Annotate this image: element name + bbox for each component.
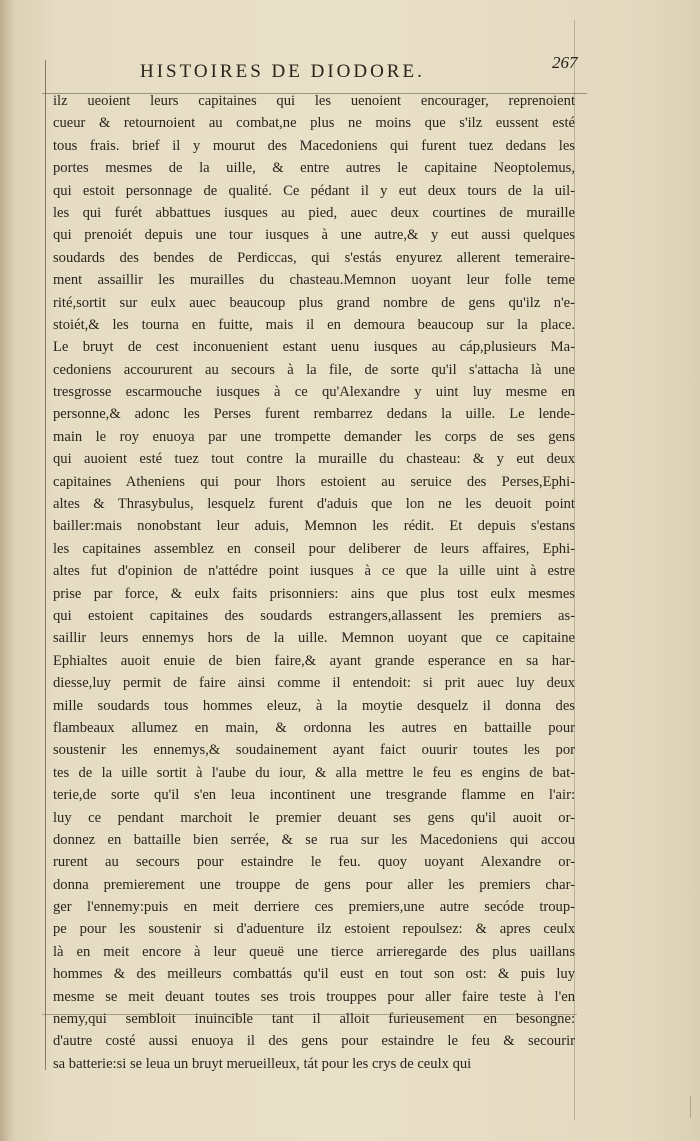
- body-text: [53, 90, 575, 1075]
- text-line: cedoniens accoururent au secours à la file, de sorte qu'il s'attacha là une: [53, 361, 575, 378]
- text-line: soudards des bendes de Perdiccas, qui s'estás enyurez allerent temeraire-: [53, 249, 575, 266]
- text-line: qui estoit personnage de qualité. Ce pédant il y eut deux tours de la uil-: [53, 182, 575, 199]
- margin-mark: [690, 1096, 691, 1118]
- text-line: ger l'ennemy:puis en meit derriere ces premiers,une autre secóde troup-: [53, 899, 575, 916]
- text-line: qui estoient capitaines des soudards estrangers,allassent les premiers as-: [53, 607, 575, 624]
- text-line: là en meit encore à leur queuë une tierce arrieregarde des plus uaillans: [53, 943, 575, 960]
- text-line: ilz ueoient leurs capitaines qui les uenoient encourager, reprenoient: [53, 93, 575, 109]
- text-line: portes mesmes de la uille, & entre autres le capitaine Neoptolemus,: [53, 160, 575, 177]
- text-line: personne,& adonc les Perses furent rembarrez dedans la uille. Le lende-: [53, 406, 575, 423]
- text-line: qui prenoiét depuis une tour iusques à une autre,& y eut aussi quelques: [53, 227, 575, 244]
- text-line: rurent au secours pour estaindre le feu. quoy uoyant Alexandre or-: [53, 854, 575, 871]
- text-line: Le bruyt de cest inconuenient estant uenu iusques au cáp,plusieurs Ma-: [53, 339, 575, 356]
- text-line: tous frais. brief il y mourut des Macedoniens qui furent tuez dedans les: [53, 137, 575, 154]
- text-line: capitaines Atheniens qui pour lhors estoient au seruice des Perses,Ephi-: [53, 473, 575, 490]
- text-line: ment assaillir les murailles du chasteau.Memnon uoyant leur folle teme: [53, 272, 575, 289]
- text-line: tes de la uille sortit à l'aube du iour, & alla mettre le feu es engins de bat-: [53, 764, 575, 781]
- text-line: sa batterie:si se leua un bruyt merueilleux, tát pour les crys de ceulx qui: [53, 1055, 472, 1072]
- left-margin-rule: [45, 60, 46, 1070]
- text-line: mesme se meit deuant toutes ses trois trouppes pour aller faire teste à l'en: [53, 988, 575, 1005]
- text-line: d'autre costé aussi enuoya il des gens pour estaindre le feu & secourir: [53, 1033, 575, 1050]
- text-line: soustenir les ennemys,& soudainement ayant faict ouurir toutes les por: [53, 742, 575, 759]
- text-line: les qui furét abbattues iusques au pied, auec deux courtines de muraille: [53, 204, 575, 221]
- text-line: saillir leurs ennemys hors de la uille. Memnon uoyant que ce capitaine: [53, 630, 575, 647]
- text-line: donna premierement une trouppe de gens pour aller les premiers char-: [53, 876, 575, 893]
- page-gutter: [0, 0, 14, 1141]
- text-line: cueur & retournoient au combat,ne plus ne moins que s'ilz eussent esté: [53, 115, 575, 132]
- text-line: nemy,qui sembloit inuincible tant il alloit furieusement en besongne:: [53, 1011, 575, 1028]
- text-line: diesse,luy permit de faire ainsi comme il entendoit: si prit auec luy deux: [53, 675, 575, 692]
- text-line: flambeaux allumez en main, & ordonna les autres en battaille pour: [53, 719, 575, 736]
- text-line: pe pour les soustenir si d'aduenture ilz estoient repoulsez: & apres ceulx: [53, 921, 575, 938]
- text-line: prise par force, & eulx faits prisonniers: ains que plus tost eulx mesmes: [53, 585, 575, 602]
- text-line: terie,de sorte qu'il s'en leua incontinent une tresgrande flamme en l'air:: [53, 787, 575, 804]
- text-line: stoiét,& les tourna en fuitte, mais il en demoura beaucoup sur la place.: [53, 316, 575, 333]
- text-line: les capitaines assemblez en conseil pour deliberer de leurs affaires, Ephi-: [53, 540, 575, 557]
- text-line: luy ce pendant marchoit le premier deuant ses gens qu'il auoit or-: [53, 809, 575, 826]
- text-line: mille soudards tous hommes eleuz, à la moytie desquelz il donna des: [53, 697, 575, 714]
- text-line: rité,sortit sur eulx auec beaucoup plus grand nombre de gens qu'ilz n'e-: [53, 294, 575, 311]
- running-head: HISTOIRES DE DIODORE.: [140, 61, 425, 82]
- text-line: donnez en battaille bien serrée, & se rua sur les Macedoniens qui accou: [53, 831, 575, 848]
- text-line: main le roy enuoya par une trompette demander les corps de ses gens: [53, 428, 575, 445]
- text-line: bailler:mais nonobstant leur aduis, Memnon les rédit. Et depuis s'estans: [53, 518, 575, 535]
- text-line: altes fut d'opinion de n'attédre point iusques à ce que la uille uint à estre: [53, 563, 575, 580]
- text-line: altes & Thrasybulus, lesquelz furent d'aduis que lon ne les deuoit point: [53, 496, 575, 513]
- text-line: Ephialtes auoit enuie de bien faire,& ayant grande esperance en sa har-: [53, 652, 575, 669]
- page-number: 267: [552, 53, 578, 72]
- text-line: tresgrosse escarmouche iusques à ce qu'Alexandre y uint luy mesme en: [53, 384, 575, 401]
- text-line: hommes & des meilleurs combattás qu'il eust en tout son ost: & puis luy: [53, 966, 575, 983]
- text-line: qui auoient esté tuez tout contre la muraille du chasteau: & y eut deux: [53, 451, 575, 468]
